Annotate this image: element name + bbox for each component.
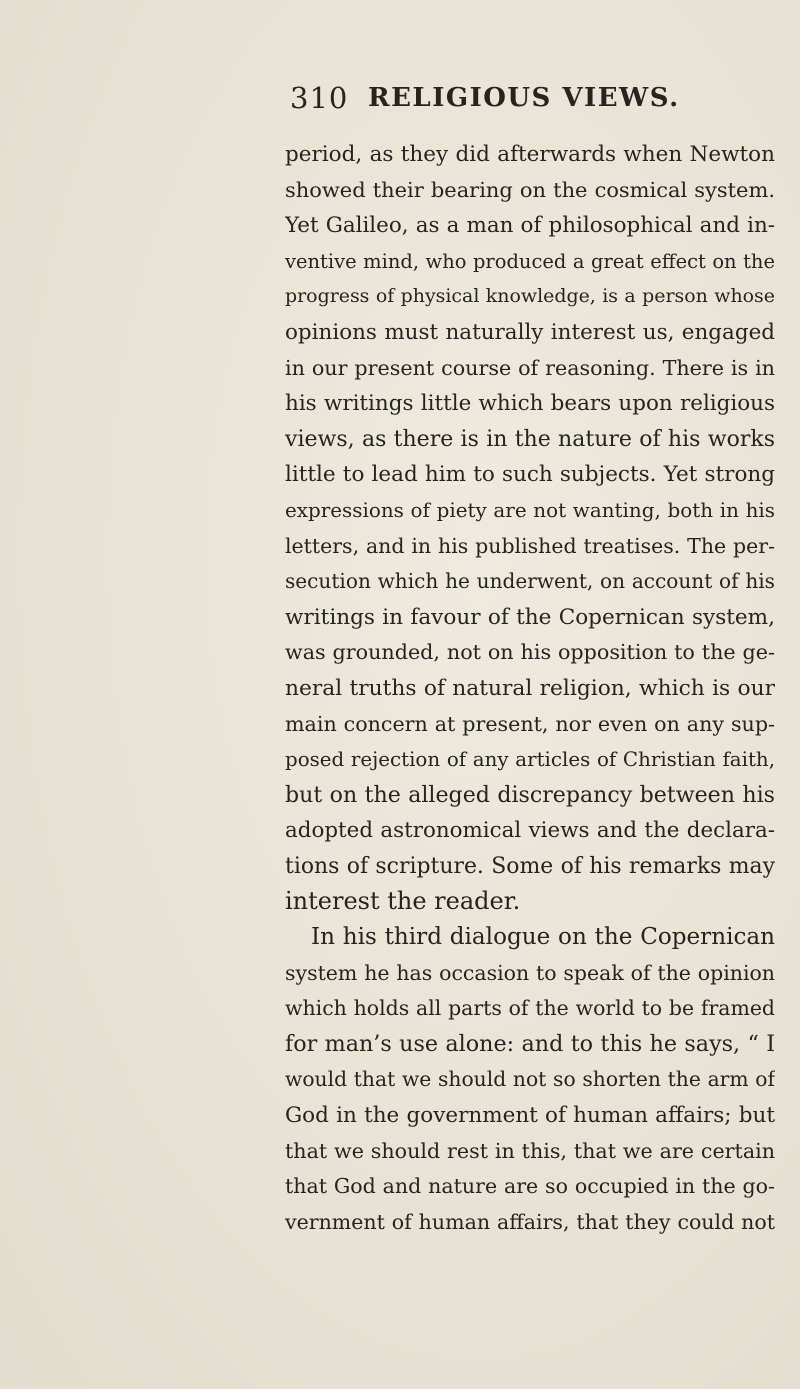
text-line: Yet Galileo, as a man of philosophical and in- (285, 213, 775, 239)
page-header (290, 78, 770, 118)
text-line: God in the government of human affairs; but (285, 1103, 775, 1129)
text-line: posed rejection of any articles of Christian faith, (285, 748, 775, 772)
text-line: opinions must naturally interest us, engaged (285, 319, 775, 345)
text-line: in our present course of reasoning. There is in (285, 355, 775, 380)
text-line: expressions of piety are not wanting, both in his (285, 498, 775, 522)
text-line: which holds all parts of the world to be framed (285, 996, 775, 1021)
text-line: showed their bearing on the cosmical system. (285, 177, 775, 202)
text-line: neral truths of natural religion, which is our (285, 675, 775, 701)
text-line: that we should rest in this, that we are certain (285, 1138, 775, 1163)
text-line: interest the reader. (285, 887, 521, 916)
text-line: period, as they did afterwards when Newton (285, 142, 775, 167)
text-line: letters, and in his published treatises. The per- (285, 533, 775, 558)
text-line: was grounded, not on his opposition to the ge- (285, 640, 775, 665)
text-line: ventive mind, who produced a great effect on the (285, 249, 775, 273)
text-line: secution which he underwent, on account of his (285, 569, 775, 594)
text-line: would that we should not so shorten the arm of (285, 1067, 775, 1092)
text-line: that God and nature are so occupied in the go- (285, 1174, 775, 1199)
text-line: main concern at present, nor even on any sup- (285, 711, 775, 736)
text-line: writings in favour of the Copernican system, (285, 604, 775, 630)
text-line: progress of physical knowledge, is a person whose (285, 285, 775, 308)
text-line: In his third dialogue on the Copernican (311, 924, 775, 951)
text-line: system he has occasion to speak of the opinion (285, 960, 775, 985)
text-line: his writings little which bears upon religious (285, 391, 775, 417)
text-line: tions of scripture. Some of his remarks may (285, 853, 775, 879)
text-line: vernment of human affairs, that they could not (285, 1209, 775, 1234)
text-line: but on the alleged discrepancy between his (285, 782, 775, 808)
page-number: 310 (290, 81, 349, 115)
text-line: views, as there is in the nature of his works (285, 426, 775, 452)
text-line: adopted astronomical views and the declara- (285, 818, 775, 844)
running-head: RELIGIOUS VIEWS. (368, 83, 680, 113)
body-text (285, 137, 775, 1240)
text-line: for man’s use alone: and to this he says, “ I (285, 1030, 775, 1057)
text-line: little to lead him to such subjects. Yet strong (285, 462, 775, 488)
